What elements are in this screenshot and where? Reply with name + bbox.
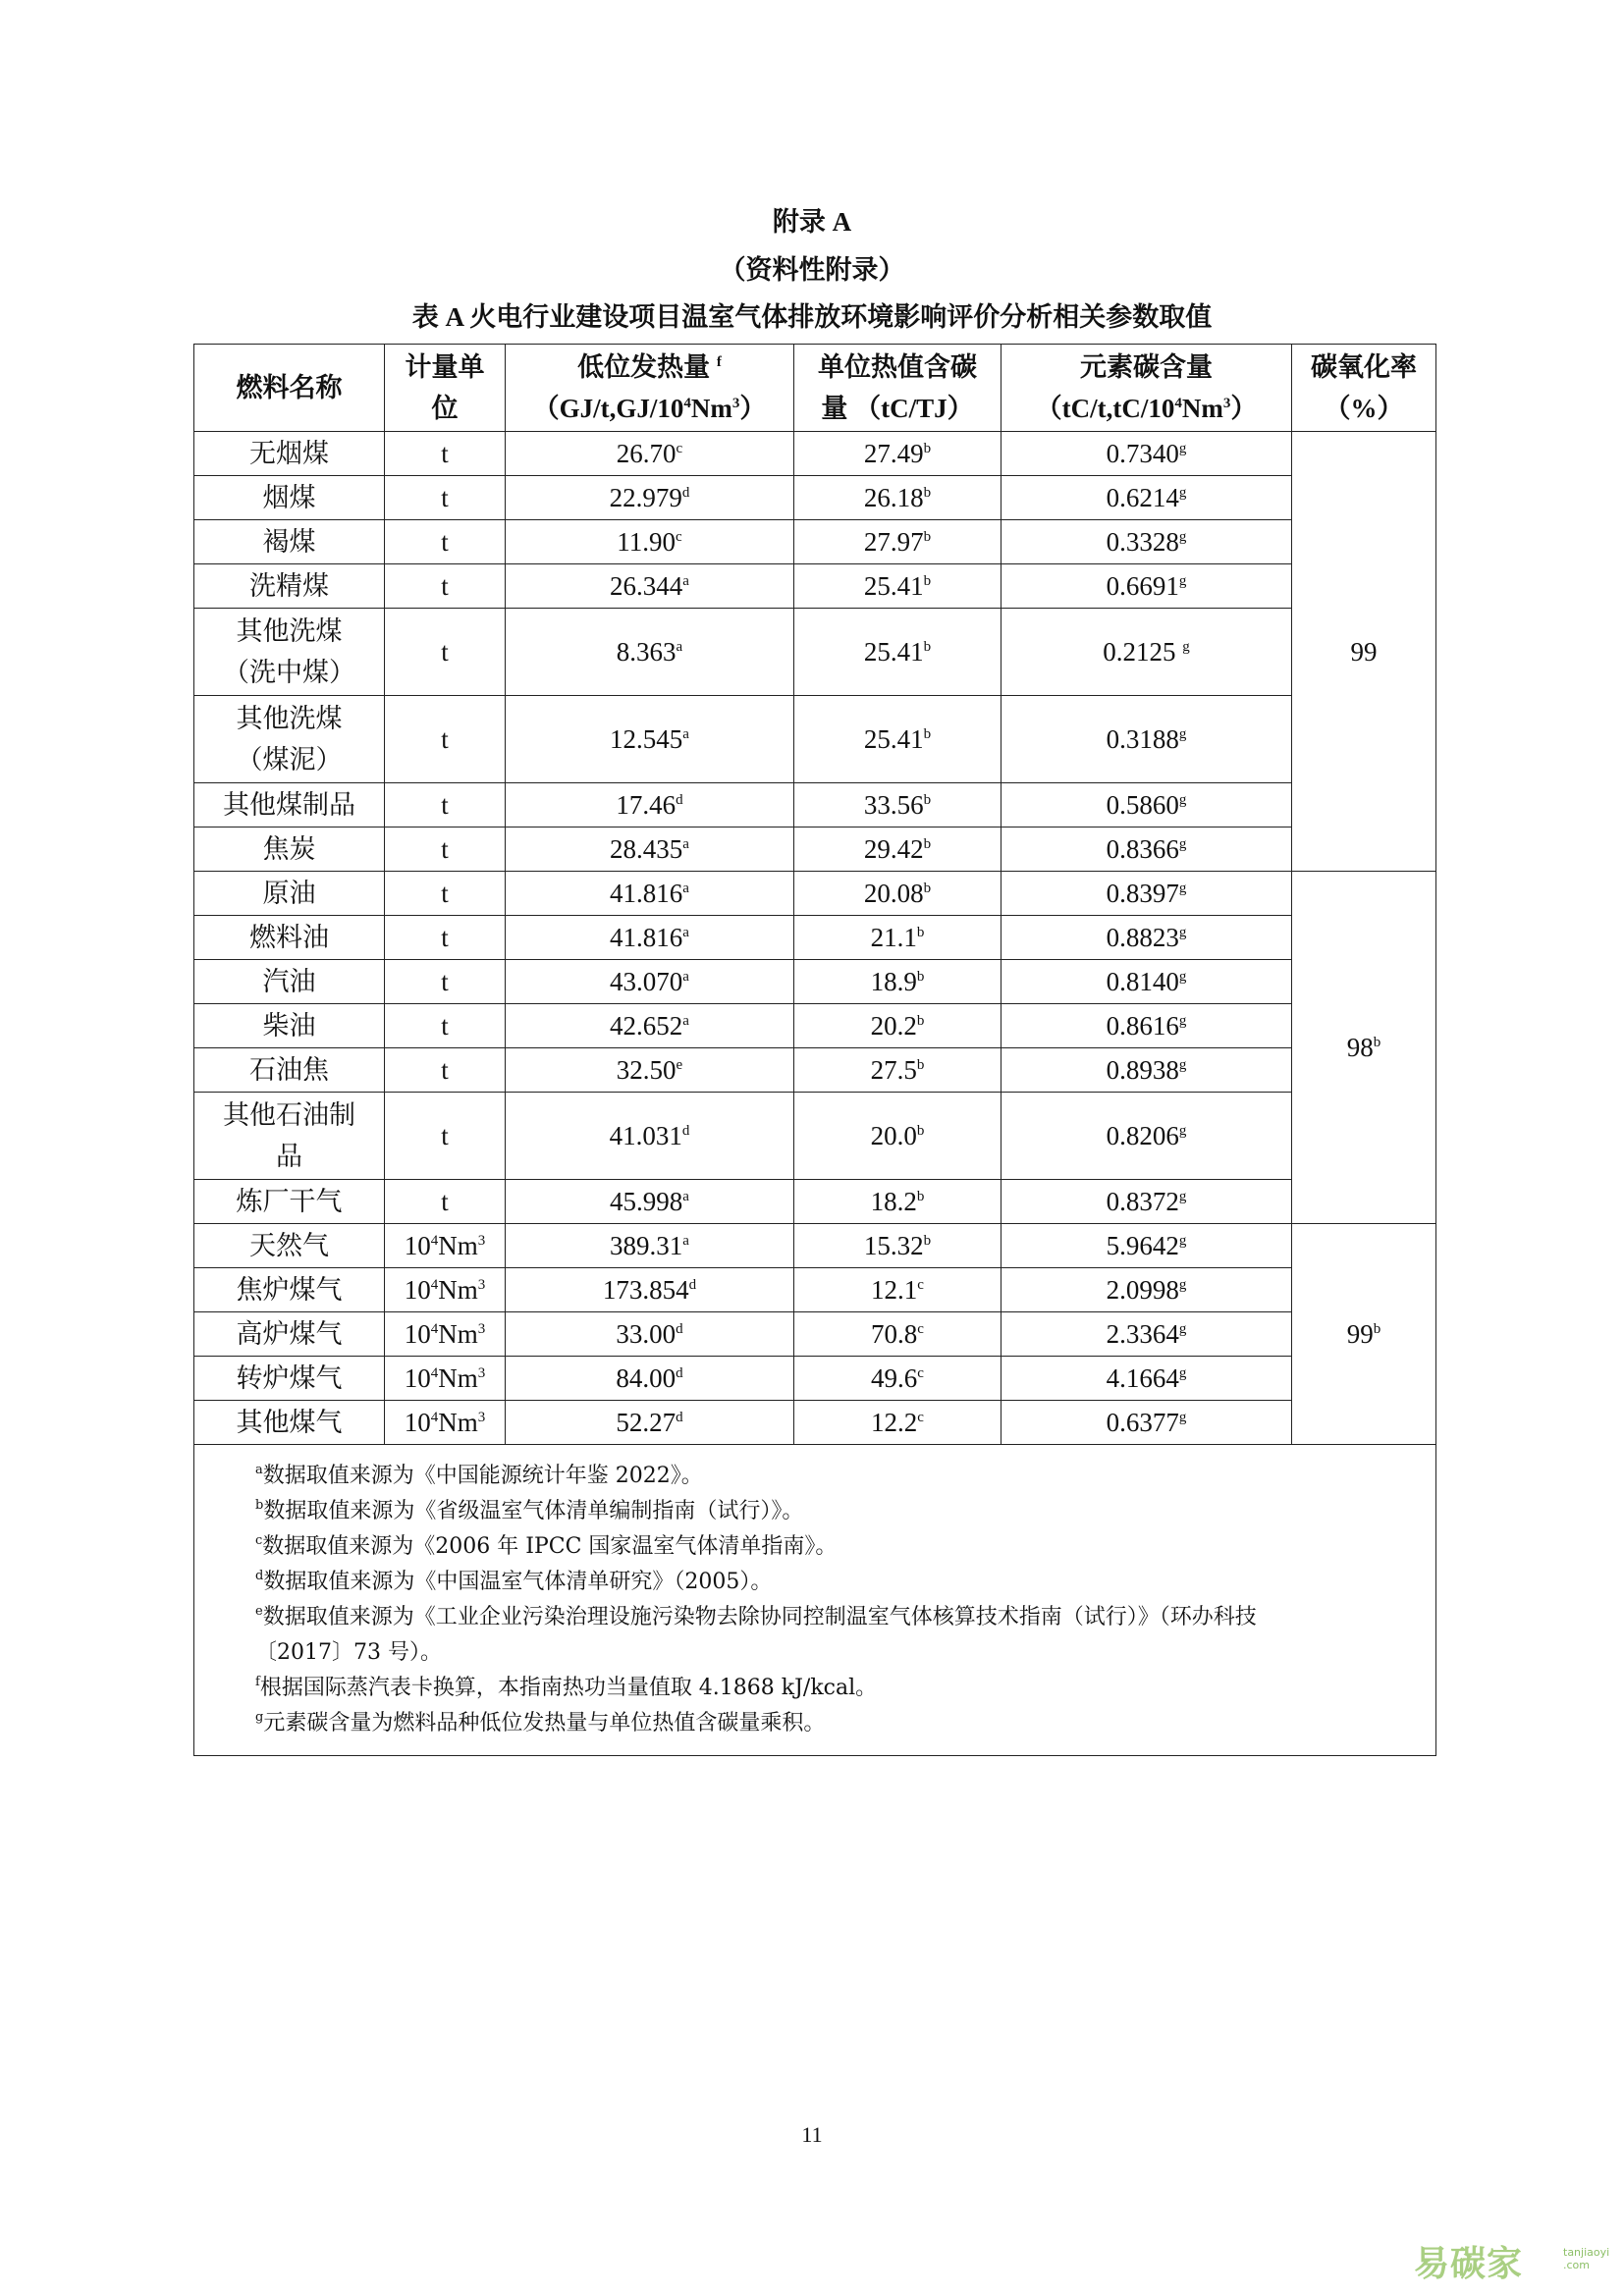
unit: t [385,609,506,696]
ncv-value: 33.00$^d$ [506,1312,794,1357]
footnote: $^a$数据取值来源为《中国能源统计年鉴 2022》。 [255,1463,703,1488]
ncv-value: 32.50e [506,1048,794,1093]
unit: t [385,696,506,783]
unit: t [385,783,506,828]
cc-value: 25.41$^b$ [794,564,1001,609]
parameter-table [193,344,1436,1756]
ec-value: 0.7340$^g$ [1001,432,1292,476]
fuel-name: 烟煤 [194,476,385,520]
appendix-type: （资料性附录） [719,255,905,285]
fuel-name: 无烟煤 [194,432,385,476]
ncv-value: 28.435$^a$ [506,828,794,872]
fuel-name: 洗精煤 [194,564,385,609]
table-row [194,696,1436,783]
unit: $10^4Nm^3$ [385,1357,506,1401]
cc-value: 20.08$^b$ [794,872,1001,916]
ec-value: 0.8397$^g$ [1001,872,1292,916]
fuel-name: 炼厂干气 [194,1180,385,1224]
footnote: $^g$元素碳含量为燃料品种低位发热量与单位热值含碳量乘积。 [255,1710,826,1735]
fuel-name: 其他洗煤 （煤泥） [194,696,385,783]
unit: $10^4Nm^3$ [385,1401,506,1445]
unit: t [385,960,506,1004]
unit: t [385,432,506,476]
cc-value: 15.32$^b$ [794,1224,1001,1268]
unit: t [385,1093,506,1180]
fuel-name: 褐煤 [194,520,385,564]
fuel-name: 其他煤制品 [194,783,385,828]
unit: t [385,916,506,960]
header-fuel-name: 燃料名称 [194,345,385,432]
cc-value: 25.41$^b$ [794,696,1001,783]
ncv-value: 42.652$^a$ [506,1004,794,1048]
table-row [194,1224,1436,1268]
ec-value: 0.3328$^g$ [1001,520,1292,564]
ec-value: 0.6214$^g$ [1001,476,1292,520]
header-net-calorific-value: 低位发热量 $^f$ $(GJ/t,GJ/10^4Nm^3)$ [506,345,794,432]
cc-value: 49.6$^c$ [794,1357,1001,1401]
table-row [194,1048,1436,1093]
header-unit: 计量单 位 [385,345,506,432]
unit: t [385,1004,506,1048]
ncv-value: 17.46$^d$ [506,783,794,828]
table-row [194,1268,1436,1312]
fuel-name: 转炉煤气 [194,1357,385,1401]
unit: t [385,1180,506,1224]
unit: t [385,1048,506,1093]
ncv-value: 52.27$^d$ [506,1401,794,1445]
fuel-name: 原油 [194,872,385,916]
table-row [194,1180,1436,1224]
table-row [194,1357,1436,1401]
cc-value: 27.97$^b$ [794,520,1001,564]
cc-value: 70.8$^c$ [794,1312,1001,1357]
ec-value: 2.3364$^g$ [1001,1312,1292,1357]
fuel-name: 其他石油制 品 [194,1093,385,1180]
table-row [194,1004,1436,1048]
fuel-name: 焦炭 [194,828,385,872]
unit: $10^4Nm^3$ [385,1268,506,1312]
ncv-value: 26.344$^a$ [506,564,794,609]
footnote: $^d$数据取值来源为《中国温室气体清单研究》（2005）。 [255,1569,773,1594]
unit: t [385,872,506,916]
footnote: $^e$数据取值来源为《工业企业污染治理设施污染物去除协同控制温室气体核算技术指南（试行）》（环办科技 〔2017〕73 号）。 [255,1604,1257,1665]
cc-value: 12.2$^c$ [794,1401,1001,1445]
watermark-text: 易碳家 [1414,2244,1524,2284]
watermark-domain: tanjiaoyi .com [1563,2246,1610,2271]
table-row [194,1312,1436,1357]
table-row [194,432,1436,476]
table-footnotes [194,1445,1436,1756]
table-row [194,476,1436,520]
fuel-name: 石油焦 [194,1048,385,1093]
table-row [194,828,1436,872]
oxidation-rate-gas: 99$^b$ [1292,1224,1436,1445]
ncv-value: 26.70$^c$ [506,432,794,476]
ncv-value: 11.90$^c$ [506,520,794,564]
ncv-value: 12.545$^a$ [506,696,794,783]
table-row [194,520,1436,564]
ncv-value: 41.816$^a$ [506,872,794,916]
unit: t [385,564,506,609]
ec-value: 4.1664$^g$ [1001,1357,1292,1401]
ncv-value: 84.00$^d$ [506,1357,794,1401]
oxidation-rate-oil: 98$^b$ [1292,872,1436,1224]
unit: t [385,520,506,564]
ncv-value: 45.998$^a$ [506,1180,794,1224]
fuel-name: 其他洗煤 （洗中煤） [194,609,385,696]
cc-value: 25.41$^b$ [794,609,1001,696]
ec-value: 0.6377$^g$ [1001,1401,1292,1445]
page-number: 11 [801,2122,823,2147]
table-row [194,564,1436,609]
ec-value: 0.3188$^g$ [1001,696,1292,783]
unit: $10^4Nm^3$ [385,1312,506,1357]
ec-value: 5.9642$^g$ [1001,1224,1292,1268]
table-row [194,1093,1436,1180]
fuel-name: 焦炉煤气 [194,1268,385,1312]
table-row [194,609,1436,696]
header-oxidation-rate: 碳氧化率 （%） [1292,345,1436,432]
header-carbon-content-per-heat: 单位热值含碳 量 （tC/TJ） [794,345,1001,432]
ec-value: 0.8938$^g$ [1001,1048,1292,1093]
ncv-value: 41.816$^a$ [506,916,794,960]
cc-value: 27.49$^b$ [794,432,1001,476]
footnote: $^c$数据取值来源为《2006 年 IPCC 国家温室气体清单指南》。 [255,1533,838,1559]
ncv-value: 43.070$^a$ [506,960,794,1004]
header-elemental-carbon: 元素碳含量 $(tC/t,tC/10^4Nm^3)$ [1001,345,1292,432]
unit: t [385,476,506,520]
fuel-name: 柴油 [194,1004,385,1048]
ec-value: 0.8140$^g$ [1001,960,1292,1004]
table-row [194,1401,1436,1445]
cc-value: 27.5$^b$ [794,1048,1001,1093]
footnote: $^b$数据取值来源为《省级温室气体清单编制指南（试行）》。 [255,1498,804,1523]
fuel-name: 天然气 [194,1224,385,1268]
ec-value: 2.0998$^g$ [1001,1268,1292,1312]
cc-value: 29.42$^b$ [794,828,1001,872]
ec-value: 0.8366$^g$ [1001,828,1292,872]
ncv-value: 41.031$^d$ [506,1093,794,1180]
cc-value: 12.1$^c$ [794,1268,1001,1312]
table-row [194,783,1436,828]
table-row [194,916,1436,960]
ec-value: 0.5860$^g$ [1001,783,1292,828]
table-row [194,872,1436,916]
fuel-name: 燃料油 [194,916,385,960]
ec-value: 0.8206$^g$ [1001,1093,1292,1180]
table-row [194,960,1436,1004]
cc-value: 18.2$^b$ [794,1180,1001,1224]
ncv-value: 8.363$^a$ [506,609,794,696]
fuel-name: 汽油 [194,960,385,1004]
ec-value: 0.8823$^g$ [1001,916,1292,960]
ec-value: 0.8372$^g$ [1001,1180,1292,1224]
cc-value: 33.56$^b$ [794,783,1001,828]
ec-value: 0.8616$^g$ [1001,1004,1292,1048]
ncv-value: 22.979$^d$ [506,476,794,520]
appendix-title: 附录 A [772,207,852,237]
fuel-name: 其他煤气 [194,1401,385,1445]
oxidation-rate-coal: 99 [1292,432,1436,872]
cc-value: 18.9$^b$ [794,960,1001,1004]
ec-value: 0.6691$^g$ [1001,564,1292,609]
unit: t [385,828,506,872]
watermark-logo [1414,2236,1620,2291]
cc-value: 21.1$^b$ [794,916,1001,960]
ncv-value: 173.854$^d$ [506,1268,794,1312]
fuel-name: 高炉煤气 [194,1312,385,1357]
footnote: $^f$根据国际蒸汽表卡换算，本指南热功当量值取 4.1868 kJ/kcal。 [255,1675,878,1700]
cc-value: 20.2$^b$ [794,1004,1001,1048]
cc-value: 20.0$^b$ [794,1093,1001,1180]
table-title: 表 A 火电行业建设项目温室气体排放环境影响评价分析相关参数取值 [411,302,1213,332]
ncv-value: 389.31$^a$ [506,1224,794,1268]
cc-value: 26.18$^b$ [794,476,1001,520]
ec-value: 0.2125 $^g$ [1001,609,1292,696]
unit: $10^4Nm^3$ [385,1224,506,1268]
